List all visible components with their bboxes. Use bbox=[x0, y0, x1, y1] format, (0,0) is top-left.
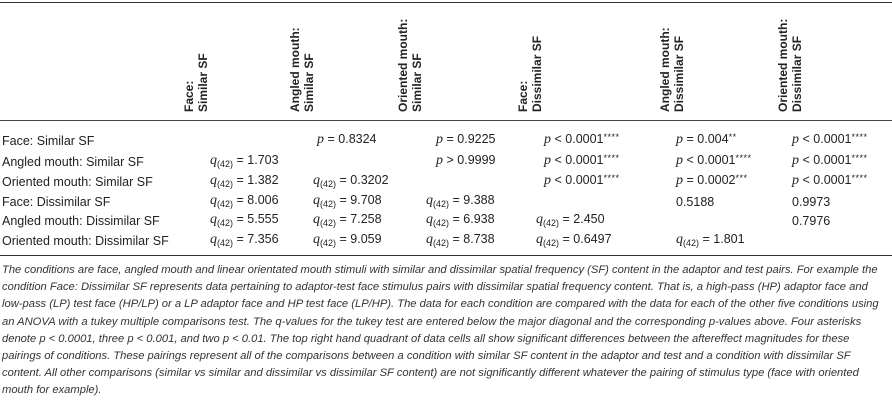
p-value-cell: p > 0.9999 bbox=[436, 153, 496, 168]
q-value-cell: $q_{(42)} = 2.450$ bbox=[536, 212, 605, 228]
p-value-cell: p = 0.0002*** bbox=[676, 173, 748, 188]
row-label: Oriented mouth: Similar SF bbox=[2, 175, 153, 189]
table-footnote: The conditions are face, angled mouth and linear orientated mouth stimuli with similar and dissimilar spatial frequency (SF) content in the adaptor and test pairs. For example the condition Face: Dissimilar SF represents data pertaining to adaptor-test face stimulus pairs with dissimilar spatial frequency content. That is, a high-pass (HP) adaptor face and low-pass (LP) test face (HP/LP) or a LP adaptor face and HP test face (LP/HP). The data for each condition are compared with the data for each of the other five conditions using an ANOVA with a tukey multiple comparisons test. The q-values for the tukey test are entered below the major diagonal and the corresponding p-values above. Four asterisks denote p < 0.0001, three p < 0.001, and two p < 0.01. The top right hand quadrant of data cells all show significant differences between the aftereffect magnitudes for these pairings of conditions. These pairings represent all of the comparisons between a condition with similar SF content in the adaptor and test and a condition with dissimilar SF content. All other comparisons (similar vs similar and dissimilar vs dissimilar SF content) are not significantly different whatever the pairing of stimulus type (face with oriented mouth for example). bbox=[2, 264, 879, 397]
column-header-line2: Dissimilar SF bbox=[530, 35, 544, 112]
q-value-cell: $q_{(42)} = 8.006$ bbox=[210, 193, 279, 209]
p-value-cell: p < 0.0001**** bbox=[792, 173, 868, 188]
column-header-angled-similar bbox=[288, 0, 346, 118]
q-value-cell: $q_{(42)} = 9.388$ bbox=[426, 193, 495, 209]
column-header-line1: Face: bbox=[182, 80, 196, 112]
p-value-cell: p < 0.0001**** bbox=[676, 153, 752, 168]
p-value-cell: 0.5188 bbox=[676, 195, 715, 209]
row-label: Oriented mouth: Dissimilar SF bbox=[2, 234, 169, 248]
q-value-cell: $q_{(42)} = 9.708$ bbox=[313, 193, 382, 209]
column-header-angled-dissimilar bbox=[658, 0, 716, 118]
p-value-cell: p < 0.0001**** bbox=[544, 153, 620, 168]
column-header-line1: Face: bbox=[516, 80, 530, 112]
q-value-cell: $q_{(42)} = 9.059$ bbox=[313, 232, 382, 248]
q-value-cell: $q_{(42)} = 1.382$ bbox=[210, 173, 279, 189]
q-value-cell: $q_{(42)} = 6.938$ bbox=[426, 212, 495, 228]
column-header-line1: Angled mouth: bbox=[658, 27, 672, 112]
q-value-cell: $q_{(42)} = 1.703$ bbox=[210, 153, 279, 169]
column-header-line2: Similar SF bbox=[410, 53, 424, 112]
header-rule bbox=[0, 120, 892, 121]
q-value-cell: $q_{(42)} = 1.801$ bbox=[676, 232, 745, 248]
q-value-cell: $q_{(42)} = 8.738$ bbox=[426, 232, 495, 248]
table-bottom-rule bbox=[0, 255, 892, 256]
column-header-line1: Oriented mouth: bbox=[396, 18, 410, 112]
row-label: Angled mouth: Dissimilar SF bbox=[2, 214, 160, 228]
q-value-cell: $q_{(42)} = 5.555$ bbox=[210, 212, 279, 228]
p-value-cell: p = 0.8324 bbox=[317, 132, 377, 147]
column-header-line2: Dissimilar SF bbox=[672, 35, 686, 112]
p-value-cell: p < 0.0001**** bbox=[792, 153, 868, 168]
q-value-cell: $q_{(42)} = 7.356$ bbox=[210, 232, 279, 248]
p-value-cell: p = 0.9225 bbox=[436, 132, 496, 147]
p-value-cell: p < 0.0001**** bbox=[792, 132, 868, 147]
column-header-line1: Oriented mouth: bbox=[776, 18, 790, 112]
column-header-oriented-similar bbox=[396, 0, 454, 118]
column-header-line2: Similar SF bbox=[196, 53, 210, 112]
column-header-face-dissimilar bbox=[516, 0, 574, 118]
p-value-cell: 0.7976 bbox=[792, 214, 831, 228]
q-value-cell: $q_{(42)} = 0.6497$ bbox=[536, 232, 612, 248]
row-label: Angled mouth: Similar SF bbox=[2, 155, 144, 169]
q-value-cell: $q_{(42)} = 7.258$ bbox=[313, 212, 382, 228]
q-value-cell: $q_{(42)} = 0.3202$ bbox=[313, 173, 389, 189]
column-header-face-similar bbox=[182, 0, 240, 118]
column-header-line2: Similar SF bbox=[302, 53, 316, 112]
column-header-line1: Angled mouth: bbox=[288, 27, 302, 112]
p-value-cell: 0.9973 bbox=[792, 195, 831, 209]
column-header-line2: Dissimilar SF bbox=[790, 35, 804, 112]
p-value-cell: p < 0.0001**** bbox=[544, 173, 620, 188]
row-label: Face: Similar SF bbox=[2, 134, 95, 148]
row-label: Face: Dissimilar SF bbox=[2, 195, 111, 209]
p-value-cell: p < 0.0001**** bbox=[544, 132, 620, 147]
column-header-oriented-dissimilar bbox=[776, 0, 834, 118]
p-value-cell: p = 0.004** bbox=[676, 132, 737, 147]
